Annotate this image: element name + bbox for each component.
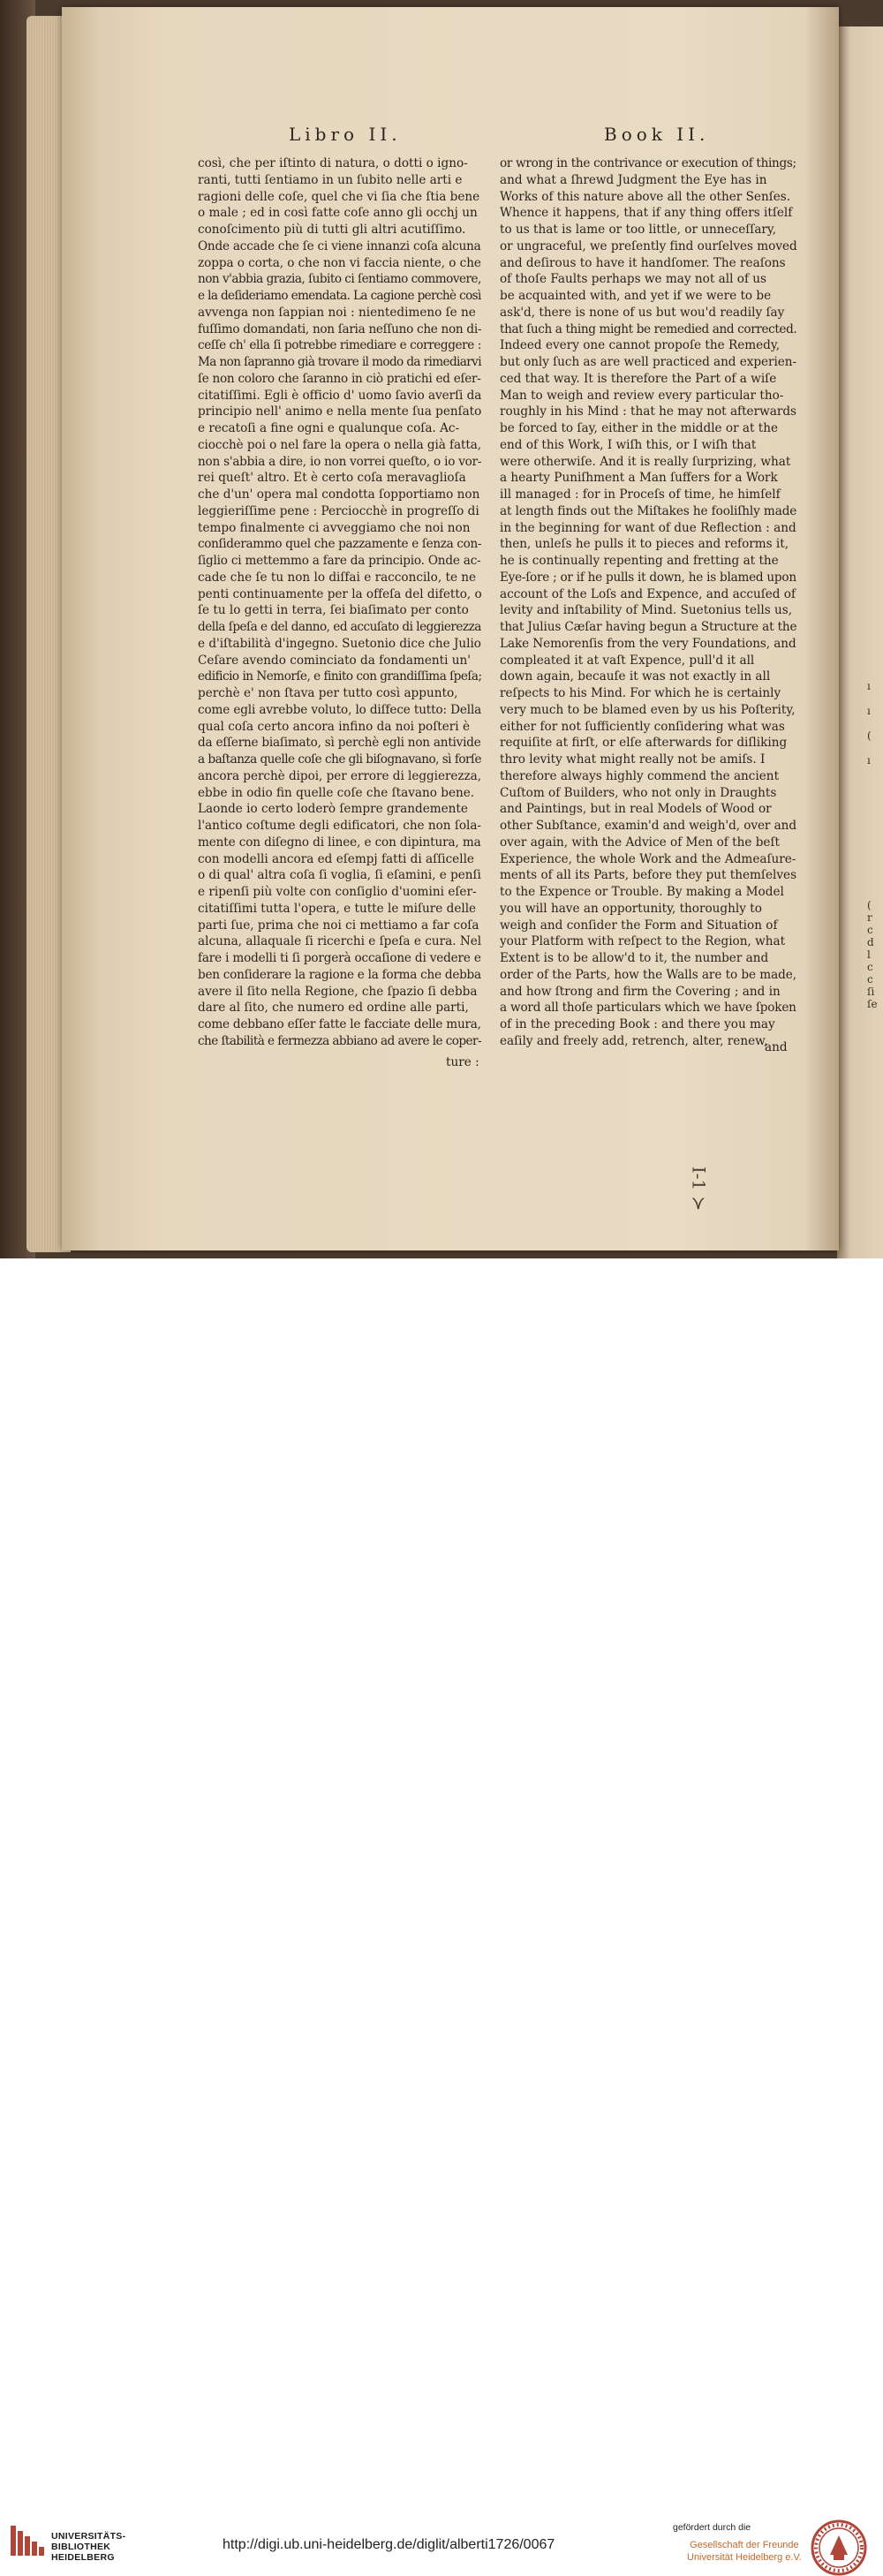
italian-text-line: principio nell' animo e nella mente ſua penſato <box>198 404 482 419</box>
italian-text-line: citatiſſimi tutta l'opera, e tutte le miſure delle <box>198 901 477 916</box>
italian-text-line: fuſſimo domandati, non ſaria neſſuno che non di- <box>198 321 482 336</box>
running-head-right: Book II. <box>604 124 710 145</box>
university-library-logo-icon[interactable] <box>9 2522 46 2559</box>
italian-text-line: a baſtanza quelle coſe che gli biſognavano, sì forſe <box>198 752 482 767</box>
society-name-line-2: Universität Heidelberg e.V. <box>687 2552 802 2563</box>
english-text-line: eaſily and freely add, retrench, alter, renew, <box>500 1033 768 1048</box>
italian-text-line: ebbe in odio fin quelle coſe che ſtavano bene. <box>198 785 475 800</box>
english-text-line: Lake Nemorenſis from the very Foundations, and <box>500 636 796 651</box>
italian-text-line: tempo finalmente ci avveggiamo che noi non <box>198 520 471 535</box>
italian-text-line: che d'un' opera mal condotta ſopportiamo non <box>198 487 480 502</box>
english-text-line: of in the preceding Book : and there you may <box>500 1017 775 1031</box>
english-text-line: ments of all its Parts, before they put themſelves <box>500 868 797 883</box>
italian-text-line: come egli avrebbe voluto, lo diſfece tutto: Della <box>198 702 482 717</box>
italian-text-line: cade che ſe tu non lo diſfai e racconcilo, te ne <box>198 570 477 585</box>
italian-text-line: e d'iſtabilità d'ingegno. Suetonio dice che Julio <box>198 636 481 651</box>
italian-text-line: leggieriſſime pene : Perciocchè in progreſſo di <box>198 503 479 518</box>
english-text-line: and what a ſhrewd Judgment the Eye has in <box>500 172 767 187</box>
english-text-line: in the beginning for want of due Reflection : and <box>500 520 796 535</box>
english-text-line: that Julius Cæſar having begun a Structure at the <box>500 620 797 634</box>
english-text-line: ill managed : for in Proceſs of time, he himſelf <box>500 487 781 502</box>
english-text-line: you will have an opportunity, thoroughly to <box>500 901 762 916</box>
english-text-line: weigh and conſider the Form and Situation of <box>500 918 778 933</box>
english-text-line: therefore always highly commend the ancient <box>500 768 780 783</box>
facing-page-text-fragment: ı ı ( ı <box>867 680 872 767</box>
italian-text-line: ragioni delle coſe, quel che vi ſia che ſtia bene <box>198 189 480 204</box>
italian-text-line: citatiſſimi. Egli è officio d' uomo ſavio averſi da <box>198 388 482 403</box>
italian-text-line: ancora perchè dipoi, per errore di leggierezza, <box>198 768 481 783</box>
italian-text-line: che ſtabilità e fermezza abbiano ad avere le coper- <box>198 1033 481 1048</box>
italian-text-line: Ma non ſapranno già trovare il modo da rimediarvi <box>198 355 481 369</box>
english-text-line: order of the Parts, how the Walls are to be made, <box>500 967 797 982</box>
english-text-column <box>500 155 796 1050</box>
english-text-line: thro levity what might really not be amiſs. I <box>500 752 766 767</box>
english-text-line: that ſuch a thing might be remedied and corrected. <box>500 321 797 336</box>
english-text-line: at length finds out the Miſtakes he fooliſhly made <box>500 503 797 518</box>
english-text-line: requiſite at firſt, or elſe afterwards for diſliking <box>500 736 788 751</box>
english-text-line: and deſirous to have it handſomer. The reaſons <box>500 255 786 270</box>
english-text-line: and Paintings, but in real Models of Wood or <box>500 802 772 817</box>
book-scan <box>0 0 883 1258</box>
english-text-line: Whence it happens, that if any thing offers itſelf <box>500 206 793 221</box>
italian-text-line: fare i modelli ti ſi porgerà occaſione di vedere e <box>198 951 481 965</box>
english-text-line: either for not ſufficiently conſidering what was <box>500 719 785 734</box>
english-text-line: Cuſtom of Builders, who not only in Draughts <box>500 785 777 800</box>
italian-text-line: alcuna, allaquale ſi ricerchi e ſpeſa e cura. Nel <box>198 934 482 949</box>
italian-text-line: della ſpeſa e del danno, ed accuſato di leggierezza <box>198 620 481 634</box>
english-text-line: a hearty Puniſhment a Man ſuffers for a Work <box>500 471 778 486</box>
funded-by-label: gefördert durch die <box>673 2522 751 2533</box>
running-head-left: Libro II. <box>289 124 402 145</box>
english-text-line: and how ſtrong and firm the Covering ; and in <box>500 984 781 999</box>
english-text-line: he is continually repenting and fretting at the <box>500 554 779 568</box>
italian-text-line: avvenga non ſappian noi : nientedimeno ſe ne <box>198 305 476 320</box>
italian-text-line: ranti, tutti ſentiamo in un ſubito nelle arti e <box>198 172 463 187</box>
italian-text-line: conſiderammo quel che pazzamente e ſenza con- <box>198 537 482 552</box>
english-text-line: Eye-ſore ; or if he pulls it down, he is blamed upon <box>500 570 796 585</box>
english-text-line: Works of this nature above all the other Senſes. <box>500 189 791 204</box>
pencil-margin-mark: I-1 ≻ <box>688 1166 710 1212</box>
italian-text-line: ben conſiderare la ragione e la forma che debba <box>198 967 481 982</box>
english-text-line: roughly in his Mind : that he may not afterwards <box>500 404 797 419</box>
library-name-line-3: HEIDELBERG <box>51 2552 115 2563</box>
italian-text-line: l'antico coſtume degli edificatori, che non ſola- <box>198 819 481 833</box>
italian-text-line: rei queſt' altro. Et è certo coſa meravaglioſa <box>198 471 466 486</box>
english-text-line: then, unleſs he pulls it to pieces and reforms it, <box>500 537 789 552</box>
english-text-line: levity and inſtability of Mind. Suetonius tells us, <box>500 603 793 618</box>
italian-text-line: così, che per iſtinto di natura, o dotti o igno- <box>198 156 468 170</box>
italian-text-line: non s'abbia a dire, io non vorrei queſto, o io vor- <box>198 454 482 469</box>
italian-text-line: parti ſue, prima che noi ci mettiamo a far coſa <box>198 918 479 933</box>
italian-text-line: o di qual' altra coſa ſi voglia, ſi eſamini, e penſi <box>198 868 481 883</box>
library-name-line-2: BIBLIOTHEK <box>51 2542 111 2552</box>
english-text-line: ced that way. It is therefore the Part of a wiſe <box>500 371 777 386</box>
italian-text-line: qual coſa certo ancora infino da noi poſteri è <box>198 719 470 734</box>
italian-text-line: ciocchè poi o nel fare la opera o nella già fatta, <box>198 437 482 452</box>
italian-text-line: zoppa o corta, o che non vi faccia niente, o che <box>198 255 481 270</box>
english-text-line: account of the Loſs and Expence, and accuſed of <box>500 586 796 601</box>
english-text-line: or ungraceful, we preſently find ourſelves moved <box>500 238 797 253</box>
library-name[interactable] <box>51 2531 125 2563</box>
library-name-line-1: UNIVERSITÄTS- <box>51 2531 126 2542</box>
italian-text-column <box>198 155 481 1050</box>
italian-text-line: da eſſerne biaſimato, sì perchè egli non antivide <box>198 736 481 751</box>
italian-text-line: mente con diſegno di linee, e con dipintura, ma <box>198 835 481 850</box>
english-text-line: reſpects to his Mind. For which he is certainly <box>500 686 781 700</box>
english-text-line: but only ſuch as are well practiced and experien- <box>500 355 797 369</box>
english-text-line: very much to be blamed even by us his Poſterity, <box>500 702 796 717</box>
english-text-line: be forced to ſay, either in the middle or at the <box>500 421 779 435</box>
english-text-line: your Platform with reſpect to the Region, what <box>500 934 786 949</box>
english-text-line: end of this Work, I wiſh this, or I wiſh that <box>500 437 757 452</box>
italian-text-line: ſe non coloro che ſaranno in ciò pratichi ed eſer- <box>198 371 481 386</box>
italian-text-line: e ripenſi più volte con conſiglio d'uomini eſer- <box>198 885 477 899</box>
italian-text-line: conoſcimento più di tutti gli altri acutiſſimo. <box>198 223 466 237</box>
english-text-line: were otherwiſe. And it is really ſurprizing, what <box>500 454 791 469</box>
english-text-line: down again, becauſe it was not exactly in all <box>500 669 771 684</box>
footer-bar <box>0 1258 883 2563</box>
facing-page-text-fragment-2: ( r c d l c c ſi ſe <box>867 899 878 1010</box>
society-name[interactable] <box>687 2539 802 2564</box>
english-text-line: a word all thoſe particulars which we have ſpoken <box>500 1001 796 1016</box>
english-text-line: of thoſe Faults perhaps we may not all of us <box>500 272 767 287</box>
italian-text-line: con modelli ancora ed eſempj fatti di aſſicelle <box>198 851 474 866</box>
facing-page-fragment <box>837 26 883 1258</box>
italian-text-line: edificio in Nemorſe, e finito con grandiſſima ſpeſa; <box>198 669 482 684</box>
italian-text-line: come debbano eſſer fatte le facciate delle mura, <box>198 1017 481 1031</box>
english-text-line: be acquainted with, and yet if we were to be <box>500 289 772 303</box>
italian-text-line: dare al ſito, che numero ed ordine alle parti, <box>198 1001 469 1016</box>
italian-text-line: e recatoſi a fine ogni e qualunque coſa. Ac- <box>198 421 460 435</box>
italian-text-line: ceſſe ch' ella ſi potrebbe rimediare e correggere : <box>198 338 481 353</box>
left-catchword: ture : <box>446 1055 479 1069</box>
english-text-line: compleated it at vaſt Expence, pull'd it all <box>500 653 755 668</box>
italian-text-line: penti continuamente per la offeſa del difetto, o <box>198 586 482 601</box>
english-text-line: Man to weigh and review every particular tho- <box>500 388 784 403</box>
english-text-line: to the Expence or Trouble. By making a Model <box>500 885 784 899</box>
italian-text-line: avere il ſito nella Regione, che ſpazio ſi debba <box>198 984 478 999</box>
italian-text-line: perchè e' non ſtava per tutto così appunto, <box>198 686 458 700</box>
english-text-line: to us that is lame or too little, or unneceſſary, <box>500 223 777 237</box>
english-text-line: over again, with the Advice of Men of the beſt <box>500 835 780 850</box>
italian-text-line: Ceſare avendo cominciato da fondamenti un' <box>198 653 472 668</box>
italian-text-line: Onde accade che ſe ci viene innanzi coſa alcuna <box>198 238 481 253</box>
right-catchword: and <box>765 1040 788 1054</box>
society-seal-icon[interactable] <box>811 2519 867 2576</box>
english-text-line: Indeed every one cannot propoſe the Remedy, <box>500 338 781 353</box>
english-text-line: Extent is to be allow'd to it, the number and <box>500 951 769 965</box>
italian-text-line: e la deſideriamo emendata. La cagione perchè così <box>198 289 481 303</box>
english-text-line: Experience, the whole Work and the Admeaſure- <box>500 851 796 866</box>
english-text-line: other Subſtance, examin'd and weigh'd, over and <box>500 819 796 833</box>
english-text-line: ask'd, there is none of us but wou'd readily ſay <box>500 305 785 320</box>
italian-text-line: ſiglio ci mettemmo a fare da principio. Onde ac- <box>198 554 481 568</box>
english-text-line: or wrong in the contrivance or execution of things; <box>500 156 796 170</box>
italian-text-line: Laonde io certo loderò ſempre grandemente <box>198 802 468 817</box>
italian-text-line: ſe tu lo getti in terra, ſei biaſimato per conto <box>198 603 469 618</box>
permalink-url[interactable]: http://digi.ub.uni-heidelberg.de/diglit/alberti1726/0067 <box>223 2537 555 2552</box>
italian-text-line: non v'abbia grazia, ſubito ci ſentiamo commovere, <box>198 272 481 287</box>
society-name-line-1: Gesellschaft der Freunde <box>690 2540 799 2550</box>
italian-text-line: o male ; ed in così fatte coſe anno gli occhj un <box>198 206 478 221</box>
